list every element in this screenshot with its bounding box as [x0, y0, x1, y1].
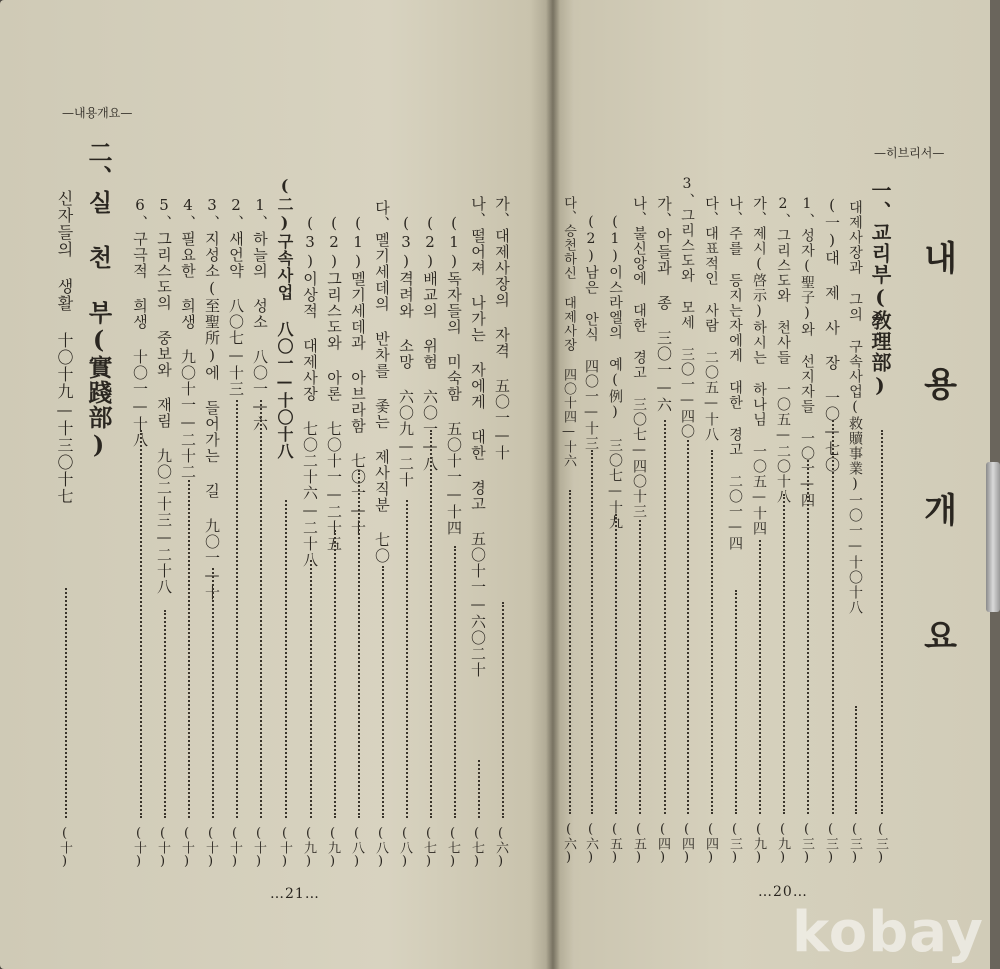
- right-num-4: (三): [799, 822, 814, 865]
- dot-leader: [454, 546, 456, 818]
- dot-leader: [65, 588, 67, 818]
- right-line-13: (2)남은 안식 四〇一—十三: [583, 214, 599, 451]
- dot-leader: [260, 400, 262, 818]
- dot-leader: [140, 430, 142, 818]
- left-num-16: (十): [131, 826, 146, 869]
- dot-leader: [430, 430, 432, 818]
- left-line-4: (2)배교의 위험 六〇一—八: [421, 214, 439, 472]
- left-num-12: (十): [227, 826, 242, 869]
- left-num-14: (十): [179, 826, 194, 869]
- dot-leader: [832, 420, 834, 814]
- left-num-3: (七): [445, 826, 460, 869]
- dot-leader: [188, 480, 190, 818]
- right-num-3: (三): [823, 822, 838, 865]
- right-num-9: (四): [679, 822, 694, 865]
- dot-leader: [285, 500, 287, 818]
- left-num-6: (八): [373, 826, 388, 869]
- right-running-header: —히브리서—: [874, 146, 945, 160]
- left-section-heading: 二、실 천 부(實踐部): [84, 140, 113, 460]
- left-line-3: (1)독자들의 미숙함 五〇十一—十四: [445, 214, 463, 536]
- left-num-13: (十): [203, 826, 218, 869]
- dot-leader: [687, 440, 689, 814]
- right-num-1: (三): [873, 822, 888, 865]
- right-line-12: (1)이스라엘의 예(例) 三〇七—十九: [607, 214, 623, 530]
- dot-leader: [735, 590, 737, 814]
- right-page-number: …20…: [758, 884, 808, 900]
- right-line-8: 다、대표적인 사람 二〇五—十八: [703, 196, 719, 442]
- right-num-13: (六): [583, 822, 598, 865]
- dot-leader: [212, 568, 214, 818]
- left-num-11: (十): [251, 826, 266, 869]
- left-line-7: (1)멜기세데과 아브라함 七〇一—十: [349, 214, 367, 536]
- left-num-18: (十): [57, 826, 72, 869]
- dot-leader: [406, 500, 408, 818]
- right-num-8: (四): [703, 822, 718, 865]
- dot-leader: [502, 602, 504, 818]
- dot-leader: [664, 420, 666, 814]
- right-num-2: (三): [847, 822, 862, 865]
- left-line-6: 다、멜기세데의 반차를 좇는 제사직분 七〇: [373, 200, 391, 564]
- dot-leader: [382, 566, 384, 818]
- left-line-10: (二)구속사업 八〇一—十〇十八: [275, 176, 294, 460]
- dot-leader: [334, 530, 336, 818]
- dot-leader: [807, 460, 809, 814]
- right-num-5: (九): [775, 822, 790, 865]
- right-line-4: 1、성자(聖子)와 선지자들 一〇一—四: [799, 196, 815, 508]
- left-line-12: 2、새언약 八〇七—十三: [227, 196, 245, 397]
- dot-leader: [591, 450, 593, 814]
- book-gutter: [546, 0, 560, 969]
- right-line-2: 대제사장과 그의 구속사업(救贖事業)一〇一—十〇十八: [847, 200, 863, 615]
- left-page-number: …21…: [270, 886, 320, 902]
- left-num-15: (十): [155, 826, 170, 869]
- left-line-16: 6、구극적 희생 十〇一—十八: [131, 196, 149, 448]
- left-line-15: 5、그리스도의 중보와 재림 九〇二十三—二十八: [155, 196, 173, 595]
- left-num-9: (九): [301, 826, 316, 869]
- right-line-11: 나、불신앙에 대한 경고 三〇七—四〇十三: [631, 196, 647, 519]
- dot-leader: [478, 760, 480, 818]
- right-num-12: (五): [607, 822, 622, 865]
- dot-leader: [236, 400, 238, 818]
- left-line-18: 신자들의 생활 十〇十九—十三〇十七: [55, 190, 74, 505]
- right-line-7: 나、주를 등지는자에게 대한 경고 二〇一—四: [727, 196, 743, 551]
- left-num-2: (七): [469, 826, 484, 869]
- right-num-6: (九): [751, 822, 766, 865]
- dot-leader: [855, 706, 857, 814]
- watermark: kobay: [792, 900, 984, 965]
- dot-leader: [358, 470, 360, 818]
- left-num-7: (八): [349, 826, 364, 869]
- left-num-4: (七): [421, 826, 436, 869]
- right-line-3: (一)대 제 사 장 一〇—七〇: [823, 196, 841, 473]
- left-line-13: 3、지성소(至聖所)에 들어가는 길 九〇一—十: [203, 196, 221, 601]
- left-line-1: 가、대제사장의 자격 五〇一—十: [493, 196, 511, 461]
- right-section-heading: 一、교리부(敎理部): [868, 180, 892, 398]
- right-line-5: 2、그리스도와 천사들 一〇五—二〇十八: [775, 196, 791, 504]
- page-title: 내 용 개 요: [917, 240, 957, 678]
- left-line-14: 4、필요한 희생 九〇十一—二十二: [179, 196, 197, 480]
- right-line-10: 가、아들과 종 三〇一—六: [655, 196, 673, 413]
- left-line-9: (3)이상적 대제사장 七〇二十六—二十八: [301, 214, 319, 568]
- right-page: [552, 0, 990, 969]
- dot-leader: [881, 430, 883, 814]
- right-num-14: (六): [561, 822, 576, 865]
- dot-leader: [639, 520, 641, 814]
- left-num-5: (八): [397, 826, 412, 869]
- dot-leader: [759, 540, 761, 814]
- dot-leader: [783, 494, 785, 814]
- right-num-10: (四): [655, 822, 670, 865]
- dot-leader: [164, 610, 166, 818]
- left-num-1: (六): [493, 826, 508, 869]
- metal-clip: [986, 462, 1000, 612]
- dot-leader: [711, 450, 713, 814]
- left-line-11: 1、하늘의 성소 八〇一—六: [251, 196, 269, 432]
- dot-leader: [615, 514, 617, 814]
- right-num-11: (五): [631, 822, 646, 865]
- right-num-7: (三): [727, 822, 742, 865]
- right-line-14: 다、승천하신 대제사장 四〇十四—十六: [561, 196, 576, 468]
- left-line-2: 나、떨어져 나가는 자에게 대한 경고 五〇十一—六〇二十: [469, 196, 487, 678]
- right-line-6: 가、제시(啓示)하시는 하나님 一〇五—十四: [751, 196, 767, 536]
- left-num-10: (十): [277, 826, 292, 869]
- right-line-9: 3、그리스도와 모세 三〇一—四〇: [679, 176, 695, 439]
- left-line-8: (2)그리스도와 아론 七〇十一—二十五: [325, 214, 343, 552]
- left-line-5: (3)격려와 소망 六〇九—二十: [397, 214, 415, 488]
- dot-leader: [569, 490, 571, 814]
- left-num-8: (九): [325, 826, 340, 869]
- dot-leader: [310, 560, 312, 818]
- left-running-header: —내용개요—: [62, 106, 133, 120]
